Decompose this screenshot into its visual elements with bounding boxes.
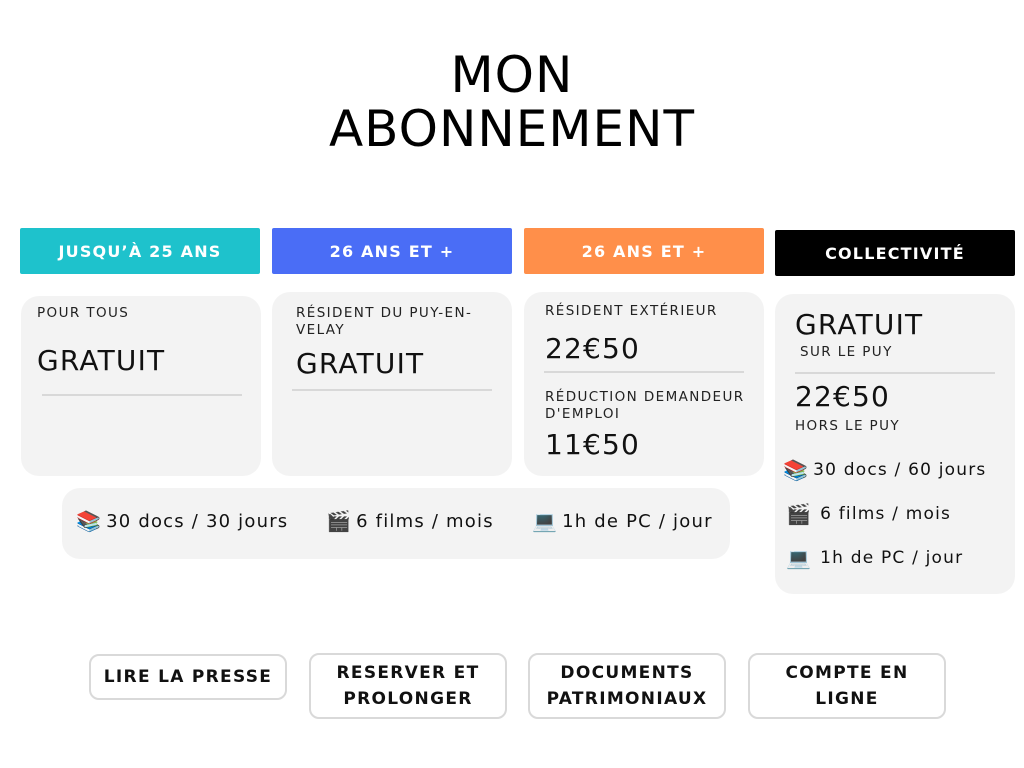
feature-docs-text: 30 docs / 60 jours xyxy=(813,460,987,480)
button-label: LIRE LA PRESSE xyxy=(103,667,273,687)
divider xyxy=(42,394,242,396)
feature-films xyxy=(786,502,951,526)
feature-pc xyxy=(786,546,963,570)
button-label-line2: LIGNE xyxy=(815,689,879,709)
documents-patrimoniaux-button[interactable] xyxy=(528,653,726,719)
card-resident-exterieur xyxy=(524,292,764,476)
feature-films xyxy=(326,509,494,533)
divider xyxy=(795,372,995,374)
feature-docs xyxy=(76,509,288,533)
feature-films-text: 6 films / mois xyxy=(356,510,494,532)
card-price: 22€50 xyxy=(545,332,641,365)
tab-26-ans-exterieur: 26 ANS ET + xyxy=(524,228,764,274)
books-icon: 📚 xyxy=(76,509,103,533)
card-price-local: GRATUIT xyxy=(795,308,924,341)
feature-docs-text: 30 docs / 30 jours xyxy=(106,510,289,532)
card-resident-puy xyxy=(272,292,512,476)
card-price-hors: 22€50 xyxy=(795,380,891,413)
laptop-icon: 💻 xyxy=(786,546,813,570)
clapperboard-icon: 🎬 xyxy=(326,509,353,533)
feature-pc-text: 1h de PC / jour xyxy=(562,510,713,532)
card-price: GRATUIT xyxy=(296,347,425,380)
divider xyxy=(544,371,744,373)
compte-en-ligne-button[interactable] xyxy=(748,653,946,719)
tab-jusqu-25-ans: JUSQU’À 25 ANS xyxy=(20,228,260,274)
card-price: GRATUIT xyxy=(37,344,166,377)
button-label-line2: PROLONGER xyxy=(343,689,473,709)
tab-collectivite: COLLECTIVITÉ xyxy=(775,230,1015,276)
card-caption: POUR TOUS xyxy=(37,305,130,321)
lire-la-presse-button[interactable] xyxy=(89,654,287,700)
card-caption: RÉSIDENT EXTÉRIEUR xyxy=(545,303,718,319)
books-icon: 📚 xyxy=(783,458,810,482)
feature-pc xyxy=(532,509,713,533)
laptop-icon: 💻 xyxy=(532,509,559,533)
reserver-prolonger-button[interactable] xyxy=(309,653,507,719)
page-title-line2: ABONNEMENT xyxy=(328,100,696,158)
card-caption: RÉSIDENT DU PUY-EN-VELAY xyxy=(296,305,473,338)
reduction-price: 11€50 xyxy=(545,428,641,461)
card-collectivite xyxy=(775,294,1015,594)
divider xyxy=(292,389,492,391)
button-label-line2: PATRIMONIAUX xyxy=(546,689,708,709)
button-label xyxy=(786,660,909,712)
page-title xyxy=(0,48,1024,156)
feature-pc-text: 1h de PC / jour xyxy=(820,548,964,568)
feature-docs xyxy=(783,458,986,482)
button-label xyxy=(337,660,480,712)
feature-films-text: 6 films / mois xyxy=(820,504,952,524)
button-label xyxy=(547,660,708,712)
features-bar xyxy=(62,488,730,559)
card-caption-hors: HORS LE PUY xyxy=(795,418,901,434)
button-label-line1: RESERVER ET xyxy=(336,663,480,683)
card-caption-local: SUR LE PUY xyxy=(800,344,893,360)
clapperboard-icon: 🎬 xyxy=(786,502,813,526)
button-label-line1: COMPTE EN xyxy=(785,663,909,683)
reduction-caption: RÉDUCTION DEMANDEUR D'EMPLOI xyxy=(545,389,745,422)
button-label-line1: DOCUMENTS xyxy=(560,663,694,683)
card-jusqu-25-ans xyxy=(21,296,261,476)
page-title-line1: MON xyxy=(450,46,574,104)
tab-26-ans-resident: 26 ANS ET + xyxy=(272,228,512,274)
